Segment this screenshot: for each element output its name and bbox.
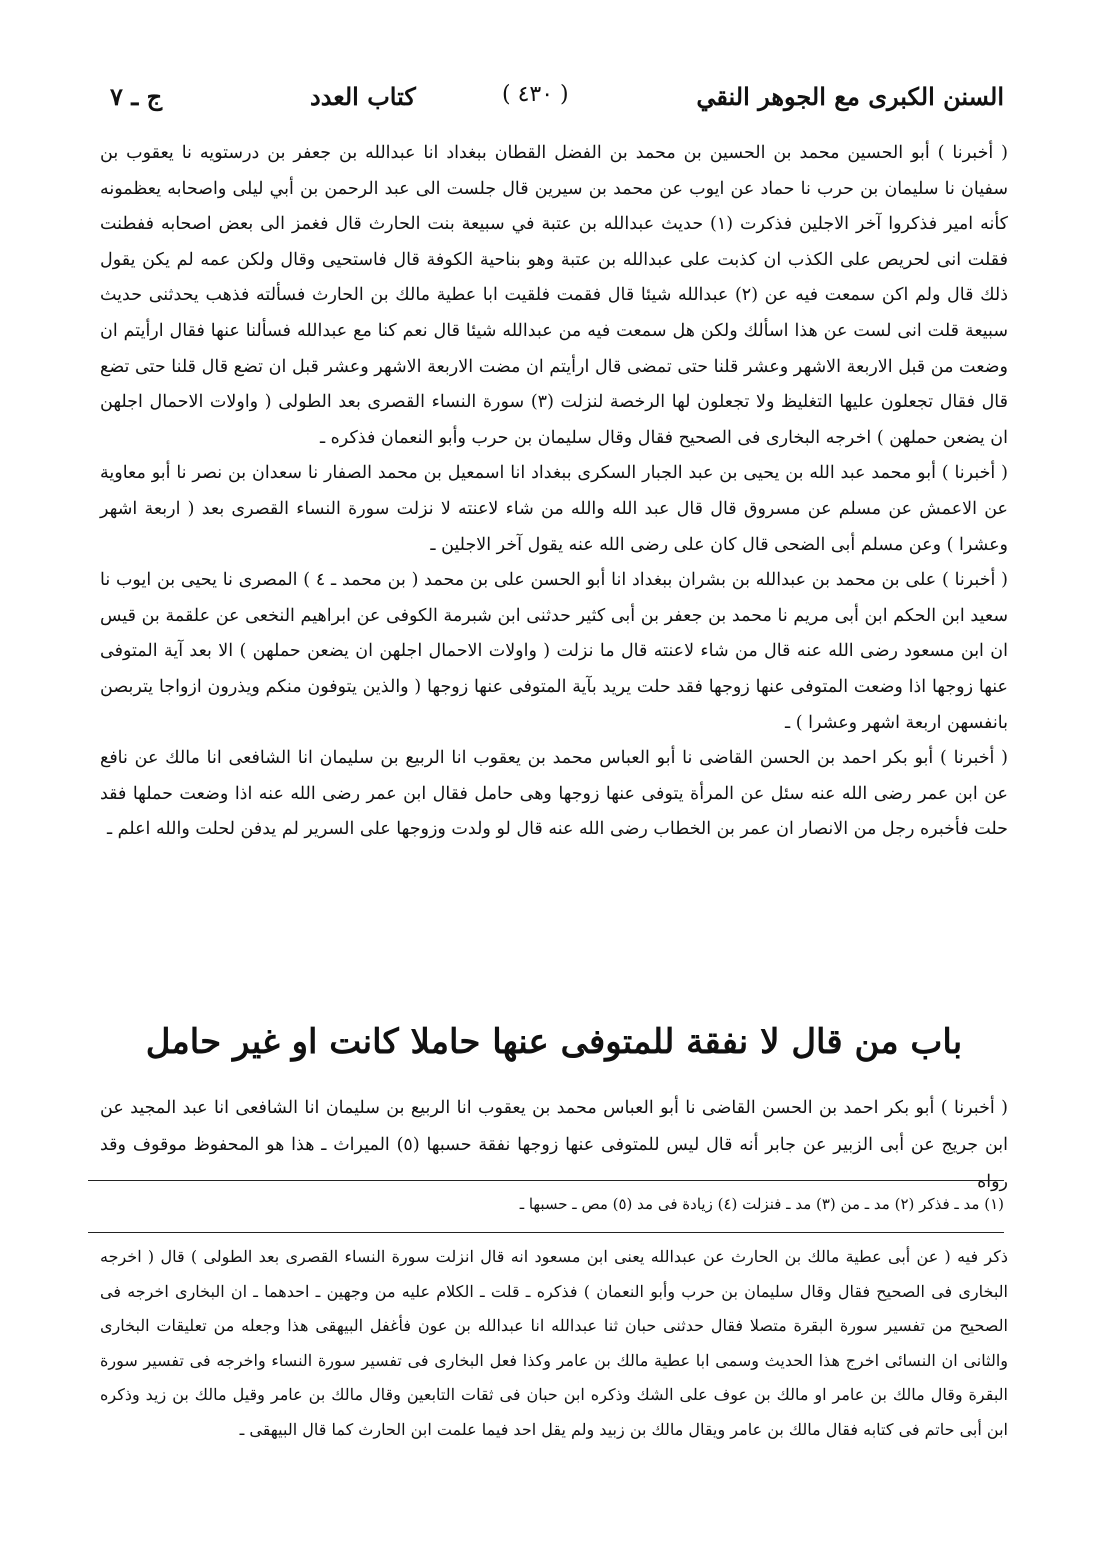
page-number: ( ٤٣٠ ) xyxy=(502,82,569,107)
hadith-paragraph: ( أخبرنا ) أبو بكر احمد بن الحسن القاضى نا أبو العباس محمد بن يعقوب انا الربيع بن سليمان انا الشافعى انا مالك عن نافع عن ابن عمر رضى الله عنه سئل عن المرأة يتوفى عنها زوجها وهى حامل فقال ابن عمر رضى الله عنه اذا وضعت حملها فقد حلت فأخبره رجل من الانصار ان عمر بن الخطاب رضى الله عنه قال لو ولدت وزوجها على السرير لم يدفن لحلت والله اعلم ـ xyxy=(100,748,1008,840)
main-text xyxy=(100,136,1008,848)
divider-line xyxy=(88,1232,1004,1233)
chapter-heading: باب من قال لا نفقة للمتوفى عنها حاملا كانت او غير حامل xyxy=(145,1022,963,1062)
book-title: السنن الكبرى مع الجوهر النقي xyxy=(696,82,1004,111)
footnotes: (١) مد ـ فذكر (٢) مد ـ من (٣) مد ـ فنزلت (٤) زيادة فى مد (٥) مص ـ حسبها ـ xyxy=(519,1195,1004,1213)
running-header xyxy=(110,82,1004,122)
hadith-paragraph: ( أخبرنا ) أبو بكر احمد بن الحسن القاضى نا أبو العباس محمد بن يعقوب انا الربيع بن سليمان انا الشافعى انا عبد المجيد عن ابن جريج عن أبى الزبير عن جابر أنه قال ليس للمتوفى عنها زوجها نفقة حسبها (٥) الميراث ـ هذا هو المحفوظ موقوف وقد رواه xyxy=(100,1098,1008,1192)
commentary-paragraph: ذكر فيه ( عن أبى عطية مالك بن الحارث عن عبدالله يعنى ابن مسعود انه قال انزلت سورة النساء القصرى بعد الطولى ) قال ( اخرجه البخارى فى الصحيح فقال وقال سليمان بن حرب وأبو النعمان ) فذكره ـ قلت ـ الكلام عليه من وجهين ـ احدهما ـ ان البخارى اخرجه فى الصحيح من تفسير سورة البقرة متصلا فقال حدثنى حبان ثنا عبدالله انا عبدالله بن عون فأغفل البيهقى هذا وجعله من تعليقات البخارى والثانى ان النسائى اخرج هذا الحديث وسمى ابا عطية مالك بن عامر وكذا فعل البخارى فى تفسير سورة النساء واخرجه فى تفسير سورة البقرة وقال مالك بن عامر او مالك بن عوف على الشك وذكره ابن حبان فى ثقات التابعين وقال مالك بن عامر وقيل مالك بن زيد وذكره ابن أبى حاتم فى كتابه فقال مالك بن عامر ويقال مالك بن زبيد ولم يقل احد فيما علمت ابن الحارث كما قال البيهقى ـ xyxy=(100,1247,1008,1439)
section-title: كتاب العدد xyxy=(310,82,416,111)
hadith-paragraph: ( أخبرنا ) أبو الحسين محمد بن الحسين بن محمد بن الفضل القطان ببغداد انا عبدالله بن جعفر بن درستويه نا يعقوب بن سفيان نا سليمان بن حرب نا حماد عن ايوب عن محمد بن سيرين قال جلست الى عبد الرحمن بن أبي ليلى واصحابه يعظمونه كأنه امير فذكروا آخر الاجلين فذكرت (١) حديث عبدالله بن عتبة في سبيعة بنت الحارث قال فغمز الى بعض اصحابه ففطنت فقلت انى لحريص على الكذب ان كذبت على عبدالله بن عتبة وهو بناحية الكوفة قال فاستحيى وقال ولكن عمه لم يكن يقول ذلك قال ولم اكن سمعت فيه عن (٢) عبدالله شيئا قال فقمت فلقيت ابا عطية مالك بن الحارث فسألته فذهب يحدثنى حديث سبيعة قلت انى لست عن هذا اسألك ولكن هل سمعت فيه من عبدالله شيئا قال نعم كنا مع عبدالله فسألنا عنها فقال ارأيتم ان وضعت من قبل الاربعة الاشهر وعشر قلنا حتى تمضى قال ارأيتم ان مضت الاربعة الاشهر وعشر قبل ان تضع قال قلنا حتى تضع قال فقال تجعلون عليها التغليظ ولا تجعلون لها الرخصة لنزلت (٣) سورة النساء القصرى بعد الطولى ( واولات الاحمال اجلهن ان يضعن حملهن ) اخرجه البخارى فى الصحيح فقال وقال سليمان بن حرب وأبو النعمان فذكره ـ xyxy=(100,143,1008,448)
commentary-text xyxy=(100,1240,1008,1447)
volume-number: ج ـ ٧ xyxy=(110,82,163,111)
chapter-text xyxy=(100,1090,1008,1201)
hadith-paragraph: ( أخبرنا ) على بن محمد بن عبدالله بن بشران ببغداد انا أبو الحسن على بن محمد ( بن محمد ـ ٤ ) المصرى نا يحيى بن ايوب نا سعيد ابن الحكم ابن أبى مريم نا محمد بن جعفر بن أبى كثير حدثنى ابن شبرمة الكوفى عن ابراهيم النخعى عن علقمة بن قيس ان ابن مسعود رضى الله عنه قال من شاء لاعنته قال ما نزلت ( واولات الاحمال اجلهن ان يضعن حملهن ) الا بعد آية المتوفى عنها زوجها اذا وضعت المتوفى عنها زوجها فقد حلت يريد بآية المتوفى عنها زوجها ( والذين يتوفون منكم ويذرون ازواجا يتربصن بانفسهن اربعة اشهر وعشرا ) ـ xyxy=(100,570,1008,733)
divider-line xyxy=(88,1180,1004,1181)
hadith-paragraph: ( أخبرنا ) أبو محمد عبد الله بن يحيى بن عبد الجبار السكرى ببغداد انا اسمعيل بن محمد الصفار نا سعدان بن نصر نا أبو معاوية عن الاعمش عن مسلم عن مسروق قال قال عبد الله والله من شاء لاعنته لا نزلت سورة النساء القصرى بعد ( اربعة اشهر وعشرا ) وعن مسلم أبى الضحى قال كان على رضى الله عنه يقول آخر الاجلين ـ xyxy=(100,463,1008,555)
